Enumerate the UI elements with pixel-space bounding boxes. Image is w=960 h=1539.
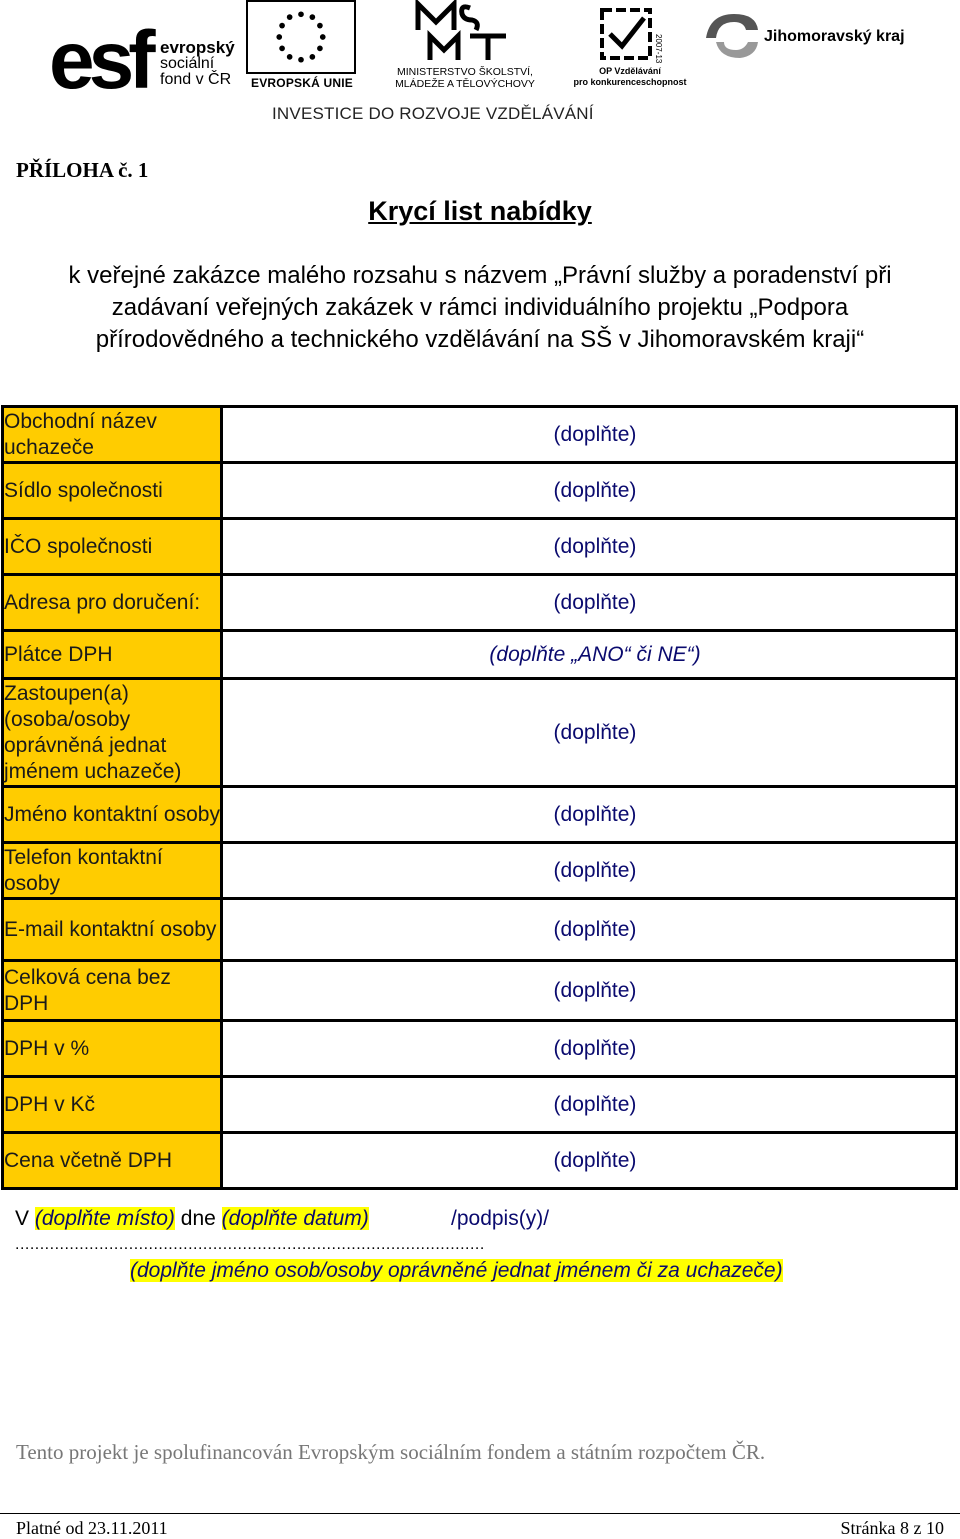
signatory-name-field[interactable]: (doplňte jméno osob/osoby oprávněné jednat jménem či za uchazeče) — [130, 1259, 783, 1282]
field-value[interactable]: (doplňte) — [222, 679, 957, 787]
field-label: Plátce DPH — [3, 631, 222, 679]
table-row — [3, 1133, 957, 1189]
field-value[interactable]: (doplňte) — [222, 899, 957, 961]
page-number: Stránka 8 z 10 — [840, 1518, 944, 1538]
field-label: Celková cena bez DPH — [3, 961, 222, 1021]
date-prefix: dne — [180, 1207, 216, 1230]
date-field[interactable]: (doplňte datum) — [221, 1207, 369, 1230]
logo-bar — [0, 0, 960, 130]
funding-note: Tento projekt je spolufinancován Evropským sociálním fondem a státním rozpočtem ČR. — [16, 1440, 766, 1464]
field-label: IČO společnosti — [3, 519, 222, 575]
field-value[interactable]: (doplňte) — [222, 463, 957, 519]
field-value[interactable]: (doplňte) — [222, 1021, 957, 1077]
jmk-text: Jihomoravský kraj — [764, 28, 905, 45]
field-label: DPH v Kč — [3, 1077, 222, 1133]
field-label: Telefon kontaktní osoby — [3, 843, 222, 899]
esf-logo — [47, 2, 159, 94]
table-row — [3, 1077, 957, 1133]
table-row — [3, 843, 957, 899]
field-label: Zastoupen(a) (osoba/osoby oprávněná jednat jménem uchazeče) — [3, 679, 222, 787]
table-row — [3, 519, 957, 575]
field-value[interactable]: (doplňte) — [222, 407, 957, 463]
page-subtitle: k veřejné zakázce malého rozsahu s názvem „Právní služby a poradenství při zadávaní veřejných zakázek v rámci individuálního projektu „Podpora přírodovědného a technického vzdělávání na SŠ v Jihomoravském kraji“ — [68, 262, 892, 353]
op-logo — [596, 4, 666, 64]
table-row — [3, 679, 957, 787]
field-label: E-mail kontaktní osoby — [3, 899, 222, 961]
signatory-name-line — [130, 1259, 783, 1283]
table-row — [3, 787, 957, 843]
svg-text:esf: esf — [49, 15, 150, 94]
signature-dots: ............................................................................................... — [15, 1236, 485, 1253]
svg-text:2007-13: 2007-13 — [654, 34, 663, 64]
eu-label: EVROPSKÁ UNIE — [251, 76, 353, 90]
place-field[interactable]: (doplňte místo) — [34, 1207, 175, 1230]
signature-label: /podpis(y)/ — [451, 1207, 550, 1230]
field-value[interactable]: (doplňte) — [222, 1077, 957, 1133]
field-value[interactable]: (doplňte) — [222, 787, 957, 843]
field-label: Adresa pro doručení: — [3, 575, 222, 631]
table-row — [3, 631, 957, 679]
msmt-logo — [410, 0, 520, 62]
table-row — [3, 407, 957, 463]
jmk-logo — [700, 8, 764, 64]
table-row — [3, 899, 957, 961]
field-value[interactable]: (doplňte) — [222, 575, 957, 631]
place-date-line — [15, 1207, 369, 1231]
op-text: OP Vzdělávání pro konkurenceschopnost — [573, 66, 687, 87]
valid-from: Platné od 23.11.2011 — [16, 1518, 168, 1538]
field-label: Cena včetně DPH — [3, 1133, 222, 1189]
field-value[interactable]: (doplňte) — [222, 1133, 957, 1189]
investice-tagline: INVESTICE DO ROZVOJE VZDĚLÁVÁNÍ — [272, 104, 594, 123]
priloha-heading: PŘÍLOHA č. 1 — [16, 158, 149, 182]
field-label: Jméno kontaktní osoby — [3, 787, 222, 843]
msmt-text: MINISTERSTVO ŠKOLSTVÍ, MLÁDEŽE A TĚLOVÝCHOVY — [395, 66, 535, 90]
table-row — [3, 961, 957, 1021]
field-value[interactable]: (doplňte) — [222, 519, 957, 575]
footer-divider — [0, 1513, 960, 1514]
page-title: Krycí list nabídky — [368, 196, 592, 226]
esf-text: evropský sociální fond v ČR — [160, 38, 235, 88]
field-label: DPH v % — [3, 1021, 222, 1077]
place-prefix: V — [15, 1207, 30, 1230]
field-label: Obchodní název uchazeče — [3, 407, 222, 463]
table-row — [3, 463, 957, 519]
field-value[interactable]: (doplňte) — [222, 843, 957, 899]
eu-flag-icon — [246, 0, 356, 74]
field-value[interactable]: (doplňte „ANO“ či NE“) — [222, 631, 957, 679]
table-row — [3, 1021, 957, 1077]
table-row — [3, 575, 957, 631]
field-label: Sídlo společnosti — [3, 463, 222, 519]
offer-form-table — [1, 405, 958, 1190]
field-value[interactable]: (doplňte) — [222, 961, 957, 1021]
